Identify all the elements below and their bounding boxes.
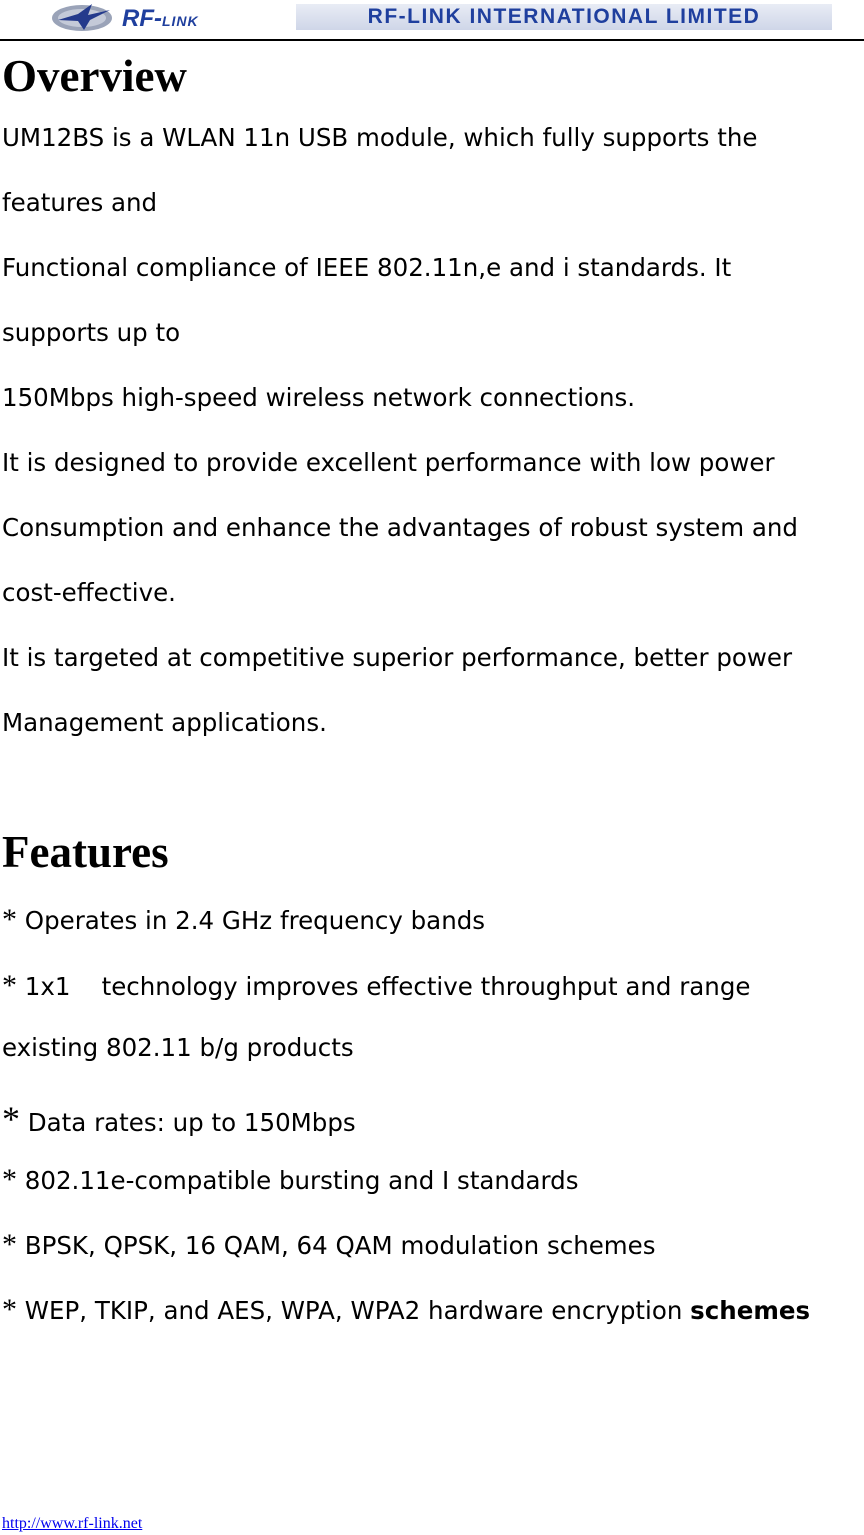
header-divider	[0, 39, 864, 41]
overview-line: It is targeted at competitive superior performance, better power	[2, 643, 793, 672]
bullet-marker: *	[2, 969, 17, 1002]
feature-item: * BPSK, QPSK, 16 QAM, 64 QAM modulation schemes	[2, 1228, 656, 1261]
overview-heading: Overview	[2, 51, 187, 101]
feature-item: * 1x1 technology improves effective throughput and range	[2, 969, 751, 1002]
overview-line: Functional compliance of IEEE 802.11n,e and i standards. It	[2, 253, 732, 282]
feature-item: * Data rates: up to 150Mbps	[2, 1099, 356, 1139]
bullet-marker: *	[2, 903, 17, 936]
feature-item-continuation: existing 802.11 b/g products	[2, 1033, 354, 1062]
bullet-marker: *	[2, 1099, 20, 1139]
bullet-marker: *	[2, 1293, 17, 1326]
bullet-marker: *	[2, 1163, 17, 1196]
page-header	[0, 0, 864, 40]
overview-line: features and	[2, 188, 158, 217]
overview-line: supports up to	[2, 318, 181, 347]
overview-line: Management applications.	[2, 708, 327, 737]
bullet-marker: *	[2, 1228, 17, 1261]
overview-line: UM12BS is a WLAN 11n USB module, which fully supports the	[2, 123, 758, 152]
footer-website-link[interactable]: http://www.rf-link.net	[2, 1515, 143, 1532]
overview-line: It is designed to provide excellent performance with low power	[2, 448, 775, 477]
features-heading: Features	[2, 827, 169, 877]
bird-logo-icon	[48, 0, 116, 34]
company-name: RF-LINK INTERNATIONAL LIMITED	[296, 4, 832, 30]
feature-item: * WEP, TKIP, and AES, WPA, WPA2 hardware encryption schemes	[2, 1293, 811, 1326]
brand-logo-text: RF-LINK	[122, 5, 199, 32]
feature-item: * 802.11e-compatible bursting and I standards	[2, 1163, 579, 1196]
overview-line: cost-effective.	[2, 578, 176, 607]
feature-item: * Operates in 2.4 GHz frequency bands	[2, 903, 486, 936]
overview-line: 150Mbps high-speed wireless network connections.	[2, 383, 636, 412]
overview-line: Consumption and enhance the advantages of robust system and	[2, 513, 798, 542]
